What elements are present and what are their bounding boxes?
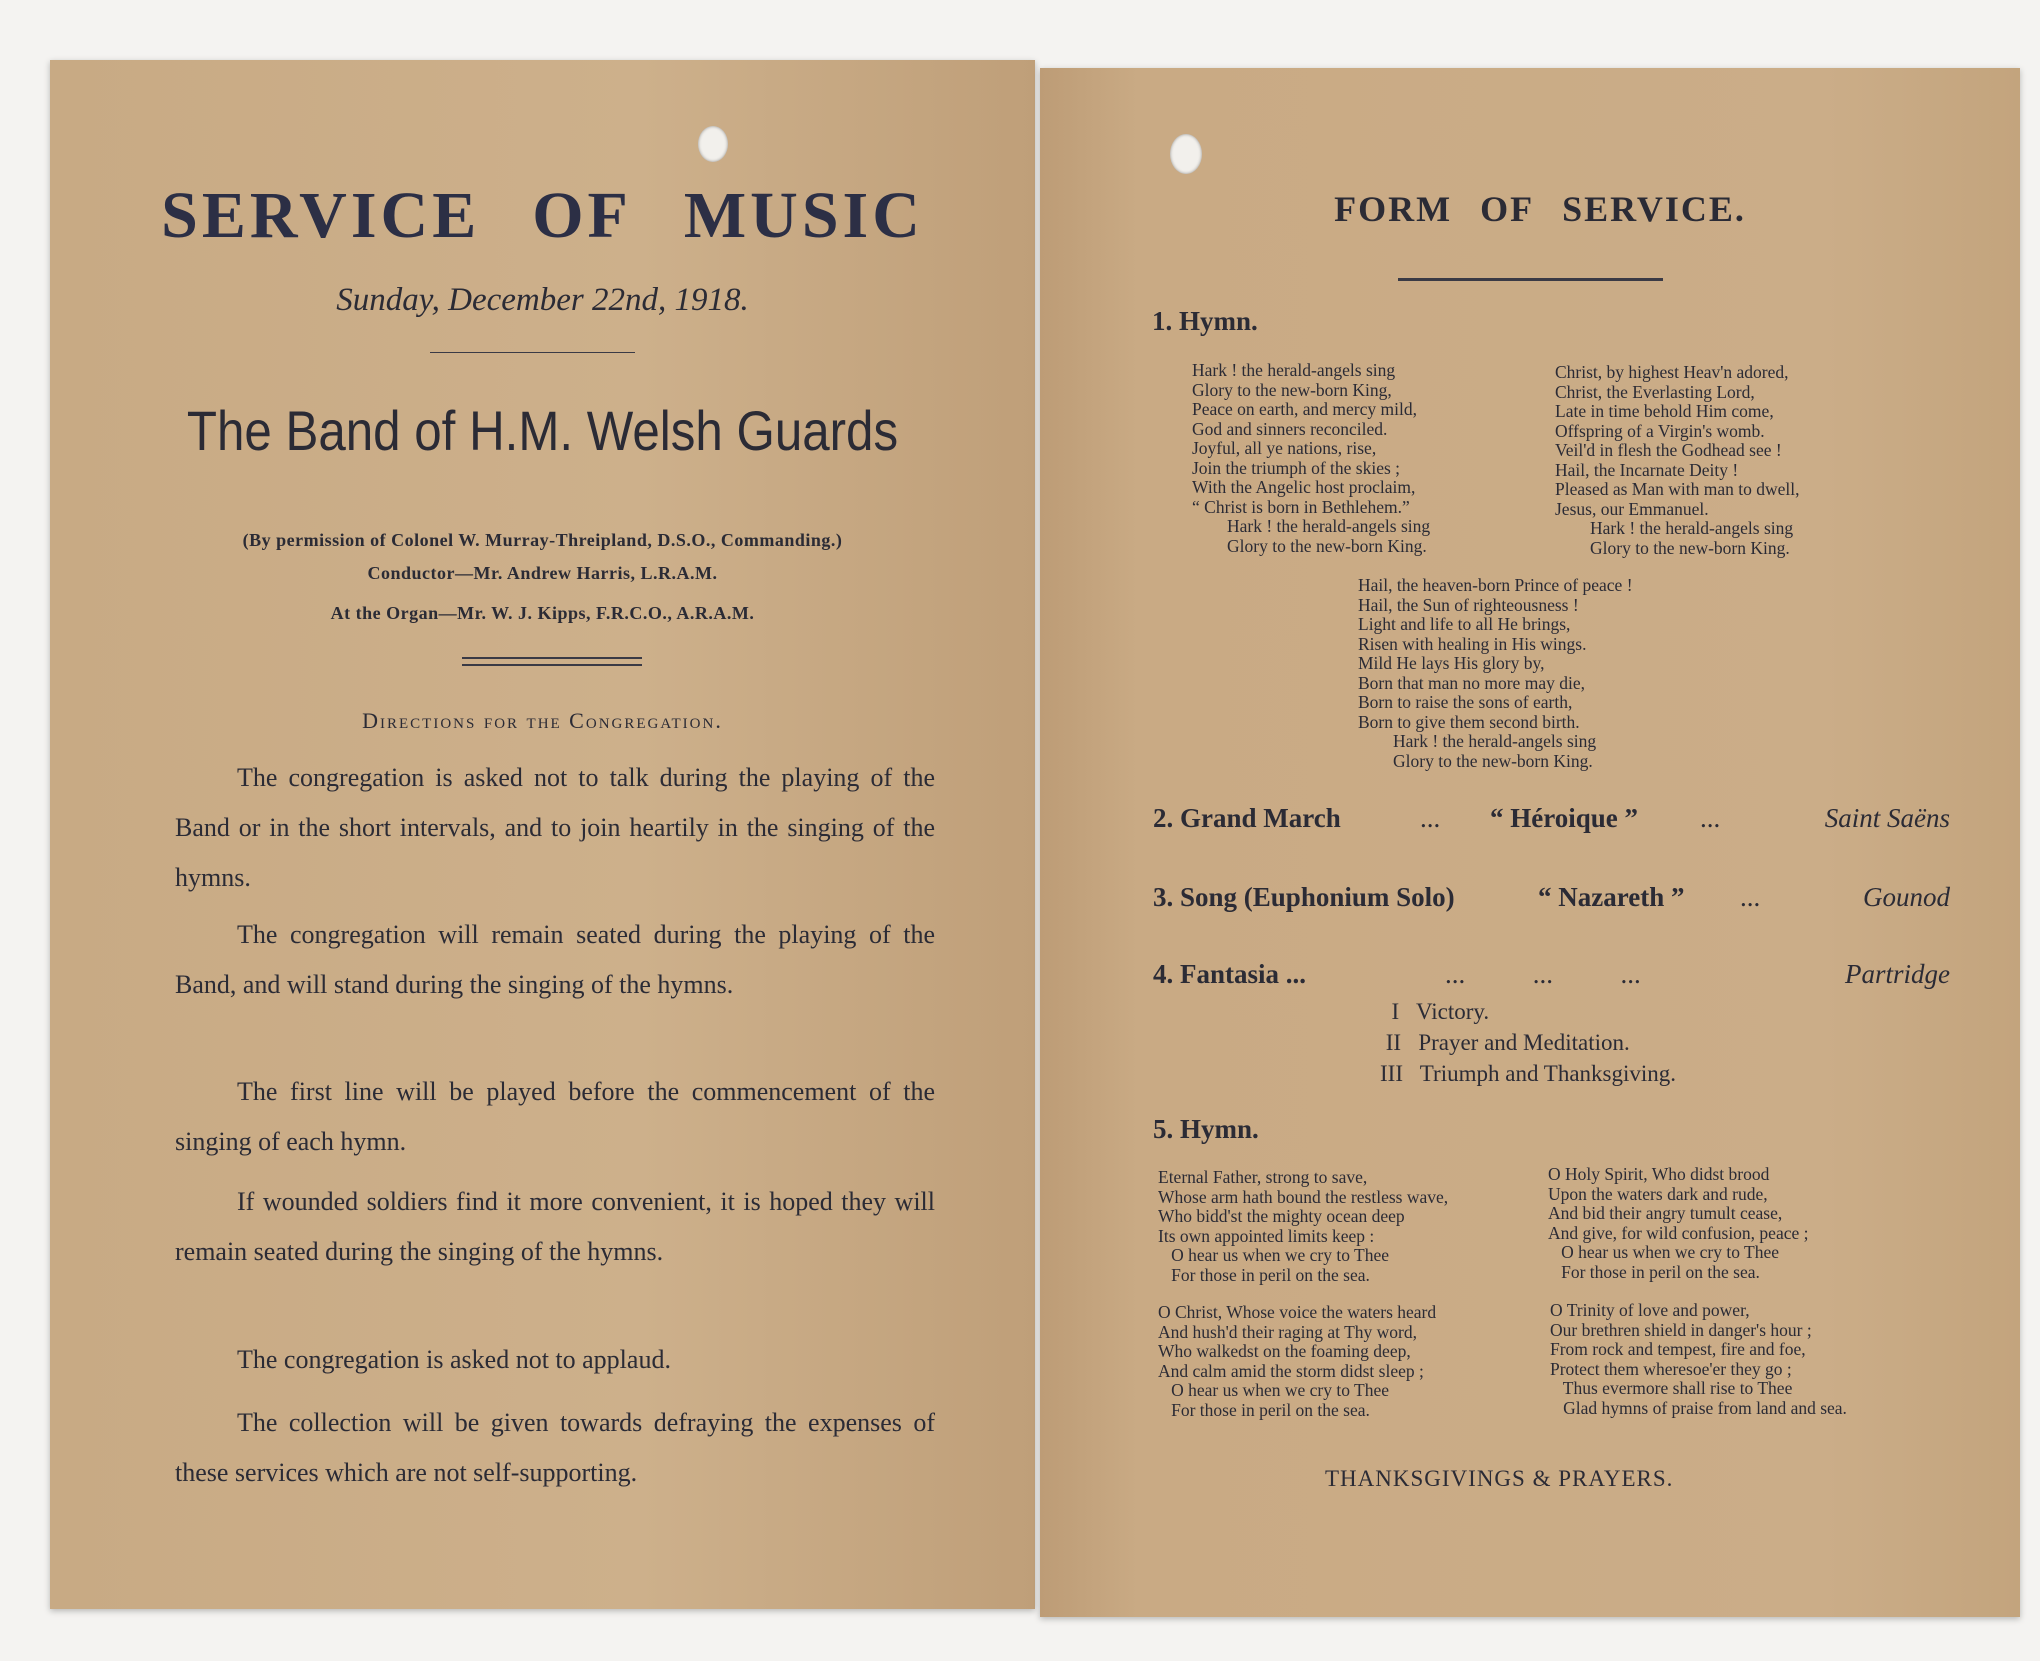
double-divider [462,657,642,659]
fantasia-movements: I Victory. II Prayer and Meditation. III Triumph and Thanksgiving. [1380,999,1677,1086]
paragraph [175,1177,935,1277]
service-date: Sunday, December 22nd, 1918. [336,282,749,318]
title-word: FORM [1334,189,1453,229]
title-word: MUSIC [683,179,924,252]
title-word: SERVICE [161,179,481,252]
item-2-label: 2. Grand March [1153,803,1341,833]
paragraph [175,910,935,1010]
title-word: OF [1480,189,1535,229]
item-3-label: 3. Song (Euphonium Solo) [1153,882,1455,912]
punch-hole [698,126,728,162]
paragraph [175,1335,935,1385]
title-word: SERVICE. [1562,189,1746,229]
paragraph-text: If wounded soldiers find it more convenient, it is hoped they will remain seated during the singing of the hymns. [175,1187,935,1266]
item-1-heading: 1. Hymn. [1152,306,1258,336]
item-2-composer: Saint Saëns [1824,803,1950,833]
hymn-verse: O Trinity of love and power, Our brethren shield in danger's hour ; From rock and tempest, fire and foe, Protect them wheresoe'er they go ; Thus evermore shall rise to Thee Glad hymns of praise from land and sea. [1550,1300,1847,1418]
permission-note: (By permission of Colonel W. Murray-Threipland, D.S.O., Commanding.) [242,530,843,550]
item-3-title: “ Nazareth ” [1538,882,1685,912]
page-title [50,178,1035,254]
item-2-title: “ Héroique ” [1490,803,1638,833]
paragraph-text: The congregation will remain seated during the playing of the Band, and will stand during the singing of the hymns. [175,920,935,999]
divider [1398,278,1663,281]
punch-hole [1170,134,1202,174]
form-title [1040,188,2040,230]
conductor-line: Conductor—Mr. Andrew Harris, L.R.A.M. [367,563,718,583]
paragraph-text: The congregation is asked not to talk during the playing of the Band or in the short intervals, and to join heartily in the singing of the hymns. [175,763,935,892]
hymn-verse: Eternal Father, strong to save, Whose arm hath bound the restless wave, Who bidd'st the mighty ocean deep Its own appointed limits keep : O hear us when we cry to Thee For those in peril on the sea. [1158,1167,1449,1285]
paragraph-text: The collection will be given towards defraying the expenses of these services which are not self-supporting. [175,1408,935,1487]
item-2-dots: ... [1700,803,1721,833]
hymn-verse: Hark ! the herald-angels sing Glory to the new-born King, Peace on earth, and mercy mild, God and sinners reconciled. Joyful, all ye nations, rise, Join the triumph of the skies ; With the Angelic host proclaim, “ Christ is born in Bethlehem.” Hark ! the herald-angels sing Glory to the new-born King. [1192,360,1431,556]
closing-line: THANKSGIVINGS & PRAYERS. [1325,1466,1674,1491]
left-page [50,60,1035,1609]
item-4-composer: Partridge [1845,959,1950,989]
item-4-dots: ... ... ... [1445,959,1641,989]
item-5-heading: 5. Hymn. [1153,1114,1259,1144]
organist-line: At the Organ—Mr. W. J. Kipps, F.R.C.O., A.R.A.M. [330,603,755,623]
item-2-dots: ... [1420,803,1441,833]
item-4-label: 4. Fantasia ... [1153,959,1307,989]
hymn-verse: Christ, by highest Heav'n adored, Christ, the Everlasting Lord, Late in time behold Him come, Offspring of a Virgin's womb. Veil'd in flesh the Godhead see ! Hail, the Incarnate Deity ! Pleased as Man with man to dwell, Jesus, our Emmanuel. Hark ! the herald-angels sing Glory to the new-born King. [1555,362,1800,558]
directions-heading: Directions for the Congregation. [362,708,723,733]
divider [430,352,635,353]
paragraph [175,1398,935,1498]
paragraph [175,753,935,903]
item-3-dots: ... [1740,882,1761,912]
paragraph-text: The first line will be played before the commencement of the singing of each hymn. [175,1077,935,1156]
band-name: The Band of H.M. Welsh Guards [186,399,899,462]
title-word: OF [532,179,632,252]
item-3-composer: Gounod [1863,882,1950,912]
paragraph [175,1067,935,1167]
right-page [1040,68,2020,1617]
paragraph-text: The congregation is asked not to applaud. [237,1345,671,1374]
hymn-verse: Hail, the heaven-born Prince of peace ! Hail, the Sun of righteousness ! Light and life to all He brings, Risen with healing in His wings. Mild He lays His glory by, Born that man no more may die, Born to raise the sons of earth, Born to give them second birth. Hark ! the herald-angels sing Glory to the new-born King. [1358,575,1633,771]
hymn-verse: O Holy Spirit, Who didst brood Upon the waters dark and rude, And bid their angry tumult cease, And give, for wild confusion, peace ; O hear us when we cry to Thee For those in peril on the sea. [1548,1164,1809,1282]
hymn-verse: O Christ, Whose voice the waters heard And hush'd their raging at Thy word, Who walkedst on the foaming deep, And calm amid the storm didst sleep ; O hear us when we cry to Thee For those in peril on the sea. [1158,1302,1437,1420]
double-divider [462,664,642,666]
